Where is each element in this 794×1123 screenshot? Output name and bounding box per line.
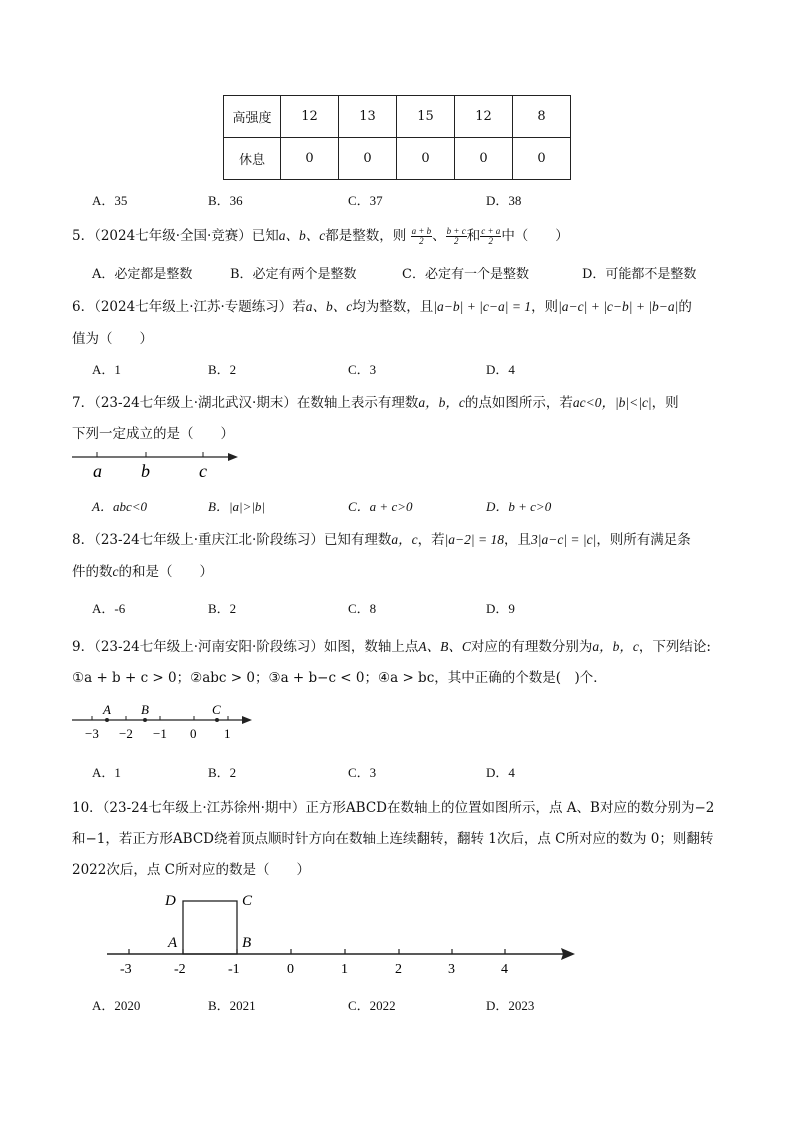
q7-option-d: D．b + c>0 — [486, 499, 552, 514]
axis-label-c: c — [199, 461, 207, 481]
square-abcd — [183, 901, 237, 954]
fraction: $\frac{c + a}{2}$ — [481, 226, 501, 246]
q6-option-a: A．1 — [92, 362, 121, 377]
q9-stem-line1: 9．（23-24七年级上·河南安阳·阶段练习）如图，数轴上点A、B、C对应的有理数分别为a，b，c，下列结论: — [72, 639, 711, 655]
table-cell: 0 — [339, 138, 397, 180]
q10-stem-line3: 2022次后，点 C所对应的数是（ ） — [72, 862, 310, 878]
q10-option-a: A．2020 — [92, 998, 141, 1013]
exercise-table — [223, 95, 571, 180]
table-cell: 8 — [513, 96, 571, 138]
q7-stem-line1: 7．（23-24七年级上·湖北武汉·期末）在数轴上表示有理数a，b，c的点如图所示，若ac<0，|b|<|c|，则 — [72, 395, 679, 411]
q10-option-b: B．2021 — [208, 998, 256, 1013]
q7-option-c: C．a + c>0 — [348, 499, 413, 514]
q5-option-d: D．可能都不是整数 — [582, 267, 697, 282]
tick-label: −2 — [119, 726, 133, 741]
table-cell: 休息 — [224, 138, 281, 180]
tick-label: 0 — [190, 726, 197, 741]
q9-option-c: C．3 — [348, 765, 377, 780]
tick-label: 4 — [501, 962, 508, 977]
q9-option-a: A．1 — [92, 765, 121, 780]
tick-label: -1 — [228, 962, 240, 977]
table-cell: 13 — [339, 96, 397, 138]
q6-stem-line1: 6．（2024七年级上·江苏·专题练习）若a、b、c均为整数，且|a−b| + |c−a| = 1，则|a−c| + |c−b| + |b−a|的 — [72, 299, 692, 315]
q6-option-d: D．4 — [486, 362, 515, 377]
q10-option-d: D．2023 — [486, 998, 535, 1013]
q8-stem-line1: 8．（23-24七年级上·重庆江北·阶段练习）已知有理数a，c，若|a−2| = 18，且3|a−c| = |c|，则所有满足条 — [72, 532, 691, 548]
q4-option-a: A．35 — [92, 193, 128, 208]
tick-label: 0 — [287, 962, 294, 977]
q7-option-b: B．|a|>|b| — [208, 499, 266, 514]
tick-label: 3 — [448, 962, 455, 977]
q5-option-a: A．必定都是整数 — [92, 267, 193, 282]
q6-option-b: B．2 — [208, 362, 237, 377]
q4-option-b: B．36 — [208, 193, 243, 208]
table-cell: 0 — [455, 138, 513, 180]
q10-option-c: C．2022 — [348, 998, 396, 1013]
vertex-a-label: A — [168, 935, 178, 951]
q7-stem-line2: 下列一定成立的是（ ） — [72, 426, 234, 442]
table-cell: 0 — [281, 138, 339, 180]
tick-label: 2 — [395, 962, 402, 977]
vertex-d-label: D — [165, 893, 176, 909]
table-row — [224, 138, 571, 180]
q5-option-c: C．必定有一个是整数 — [402, 267, 529, 282]
point-b-label: B — [141, 702, 149, 717]
axis-label-a: a — [93, 461, 102, 481]
q5-option-b: B．必定有两个是整数 — [230, 267, 357, 282]
table-cell: 12 — [455, 96, 513, 138]
q4-option-c: C．37 — [348, 193, 383, 208]
q7-number-line — [70, 448, 245, 482]
point-c-label: C — [212, 702, 221, 717]
tick-label: −3 — [85, 726, 99, 741]
q8-option-a: A．-6 — [92, 601, 126, 616]
point-a-label: A — [103, 702, 111, 717]
q10-number-line — [105, 885, 585, 977]
q10-stem-line2: 和−1，若正方形ABCD绕着顶点顺时针方向在数轴上连续翻转，翻转 1次后，点 C所对应的数为 0；则翻转 — [72, 831, 714, 847]
q5-stem: 5．（2024七年级·全国·竞赛）已知a、b、c都是整数，则 $\frac{a + b}{2}$ 、 $\frac{b + c}{2}$ 和 $\frac{c + a}{2}$ 中（ ） — [72, 226, 569, 246]
q4-option-d: D．38 — [486, 193, 522, 208]
q9-option-b: B．2 — [208, 765, 237, 780]
table-cell: 高强度 — [224, 96, 281, 138]
tick-label: 1 — [341, 962, 348, 977]
vertex-b-label: B — [242, 935, 252, 951]
q8-option-b: B．2 — [208, 601, 237, 616]
q9-stem-line2: ①a + b + c > 0；②abc > 0；③a + b−c < 0；④a > bc，其中正确的个数是( )个． — [72, 670, 607, 686]
q8-option-d: D．9 — [486, 601, 515, 616]
q8-option-c: C．8 — [348, 601, 377, 616]
table-cell: 12 — [281, 96, 339, 138]
axis-label-b: b — [141, 461, 150, 481]
table-row — [224, 96, 571, 138]
tick-label: −1 — [153, 726, 167, 741]
vertex-c-label: C — [242, 893, 253, 909]
q8-stem-line2: 件的数c的和是（ ） — [72, 564, 213, 580]
table-cell: 0 — [513, 138, 571, 180]
tick-label: 1 — [224, 726, 231, 741]
tick-label: -3 — [120, 962, 132, 977]
table-cell: 15 — [397, 96, 455, 138]
tick-label: -2 — [174, 962, 186, 977]
fraction: $\frac{a + b}{2}$ — [411, 226, 432, 246]
q10-stem-line1: 10．（23-24七年级上·江苏徐州·期中）正方形ABCD在数轴上的位置如图所示，点 A、B对应的数分别为−2 — [72, 800, 715, 816]
table-cell: 0 — [397, 138, 455, 180]
q9-number-line — [70, 698, 260, 742]
q7-option-a: A．abc<0 — [92, 499, 147, 514]
q9-option-d: D．4 — [486, 765, 515, 780]
fraction: $\frac{b + c}{2}$ — [446, 226, 466, 246]
q6-stem-line2: 值为（ ） — [72, 331, 153, 347]
q6-option-c: C．3 — [348, 362, 377, 377]
